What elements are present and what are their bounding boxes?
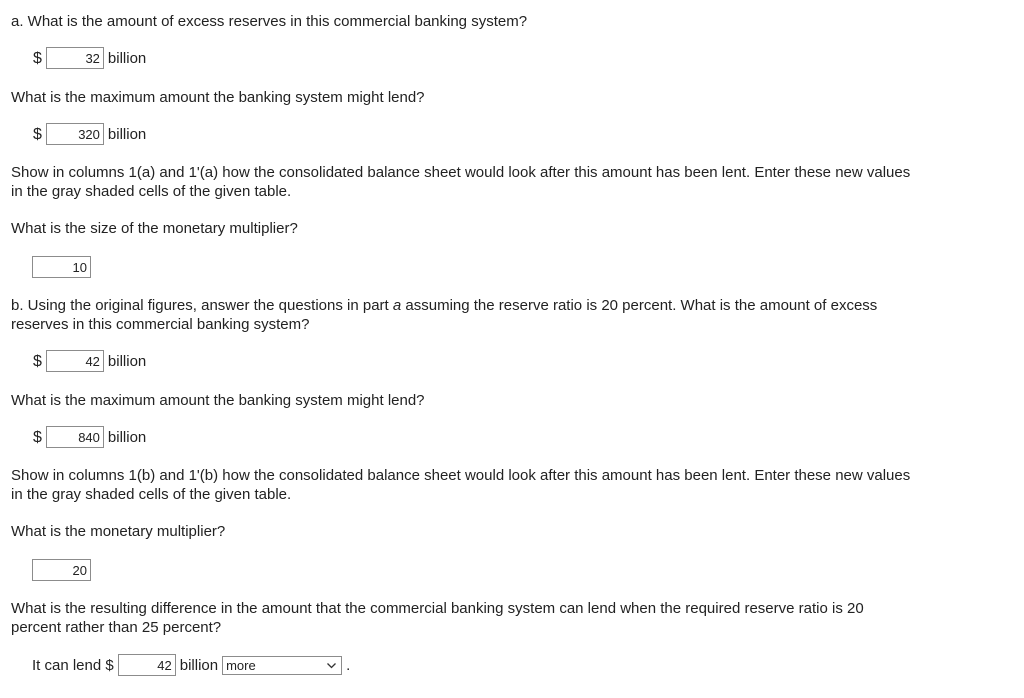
instruction-a-line1: Show in columns 1(a) and 1'(a) how the consolidated balance sheet would look after this amount has been lent. Enter these new values <box>11 164 911 181</box>
answer-row-a-multiplier <box>32 256 91 278</box>
question-a-multiplier: What is the size of the monetary multiplier? <box>11 220 298 237</box>
dollar-sign: $ <box>33 428 42 446</box>
more-less-select[interactable] <box>222 656 342 675</box>
unit-label: billion <box>107 125 147 143</box>
question-b-line1 <box>11 296 877 315</box>
multiplier-a-input[interactable]: 10 <box>32 256 91 278</box>
sentence-period: . <box>346 656 351 674</box>
answer-row-b-max-lend <box>33 426 146 448</box>
answer-row-a-max-lend <box>33 123 146 145</box>
max-lend-a-input[interactable]: 320 <box>46 123 104 145</box>
unit-label: billion <box>107 428 147 446</box>
question-b-part-ref: a <box>392 297 402 314</box>
excess-reserves-b-input[interactable]: 42 <box>46 350 104 372</box>
question-b-text-start: b. Using the original figures, answer the questions in part <box>11 297 393 314</box>
select-value: more <box>226 657 256 673</box>
question-a-excess-reserves: a. What is the amount of excess reserves in this commercial banking system? <box>11 13 528 30</box>
dollar-sign: $ <box>33 49 42 67</box>
question-difference-line2: percent rather than 25 percent? <box>11 619 222 636</box>
answer-row-difference <box>32 654 350 676</box>
excess-reserves-a-input[interactable]: 32 <box>46 47 104 69</box>
answer-row-b-multiplier <box>32 559 91 581</box>
instruction-b-line2: in the gray shaded cells of the given table. <box>11 486 292 503</box>
dollar-sign: $ <box>33 352 42 370</box>
question-difference-line1: What is the resulting difference in the amount that the commercial banking system can lend when the required reserve ratio is 20 <box>11 600 864 617</box>
multiplier-b-input[interactable]: 20 <box>32 559 91 581</box>
question-b-line2: reserves in this commercial banking system? <box>11 316 310 333</box>
instruction-b-line1: Show in columns 1(b) and 1'(b) how the consolidated balance sheet would look after this amount has been lent. Enter these new values <box>11 467 911 484</box>
question-a-max-lend: What is the maximum amount the banking system might lend? <box>11 89 425 106</box>
answer-row-b-excess <box>33 350 146 372</box>
instruction-a-line2: in the gray shaded cells of the given table. <box>11 183 292 200</box>
unit-label: billion <box>107 352 147 370</box>
difference-amount-input[interactable]: 42 <box>118 654 176 676</box>
max-lend-b-input[interactable]: 840 <box>46 426 104 448</box>
question-b-text-end: assuming the reserve ratio is 20 percent. What is the amount of excess <box>401 297 878 314</box>
unit-label: billion <box>107 49 147 67</box>
question-b-max-lend: What is the maximum amount the banking system might lend? <box>11 392 425 409</box>
dollar-sign: $ <box>33 125 42 143</box>
question-b-multiplier: What is the monetary multiplier? <box>11 523 226 540</box>
difference-prefix: It can lend $ <box>32 656 114 674</box>
answer-row-a-excess <box>33 47 146 69</box>
chevron-down-icon <box>326 660 337 671</box>
unit-label: billion <box>179 656 219 674</box>
